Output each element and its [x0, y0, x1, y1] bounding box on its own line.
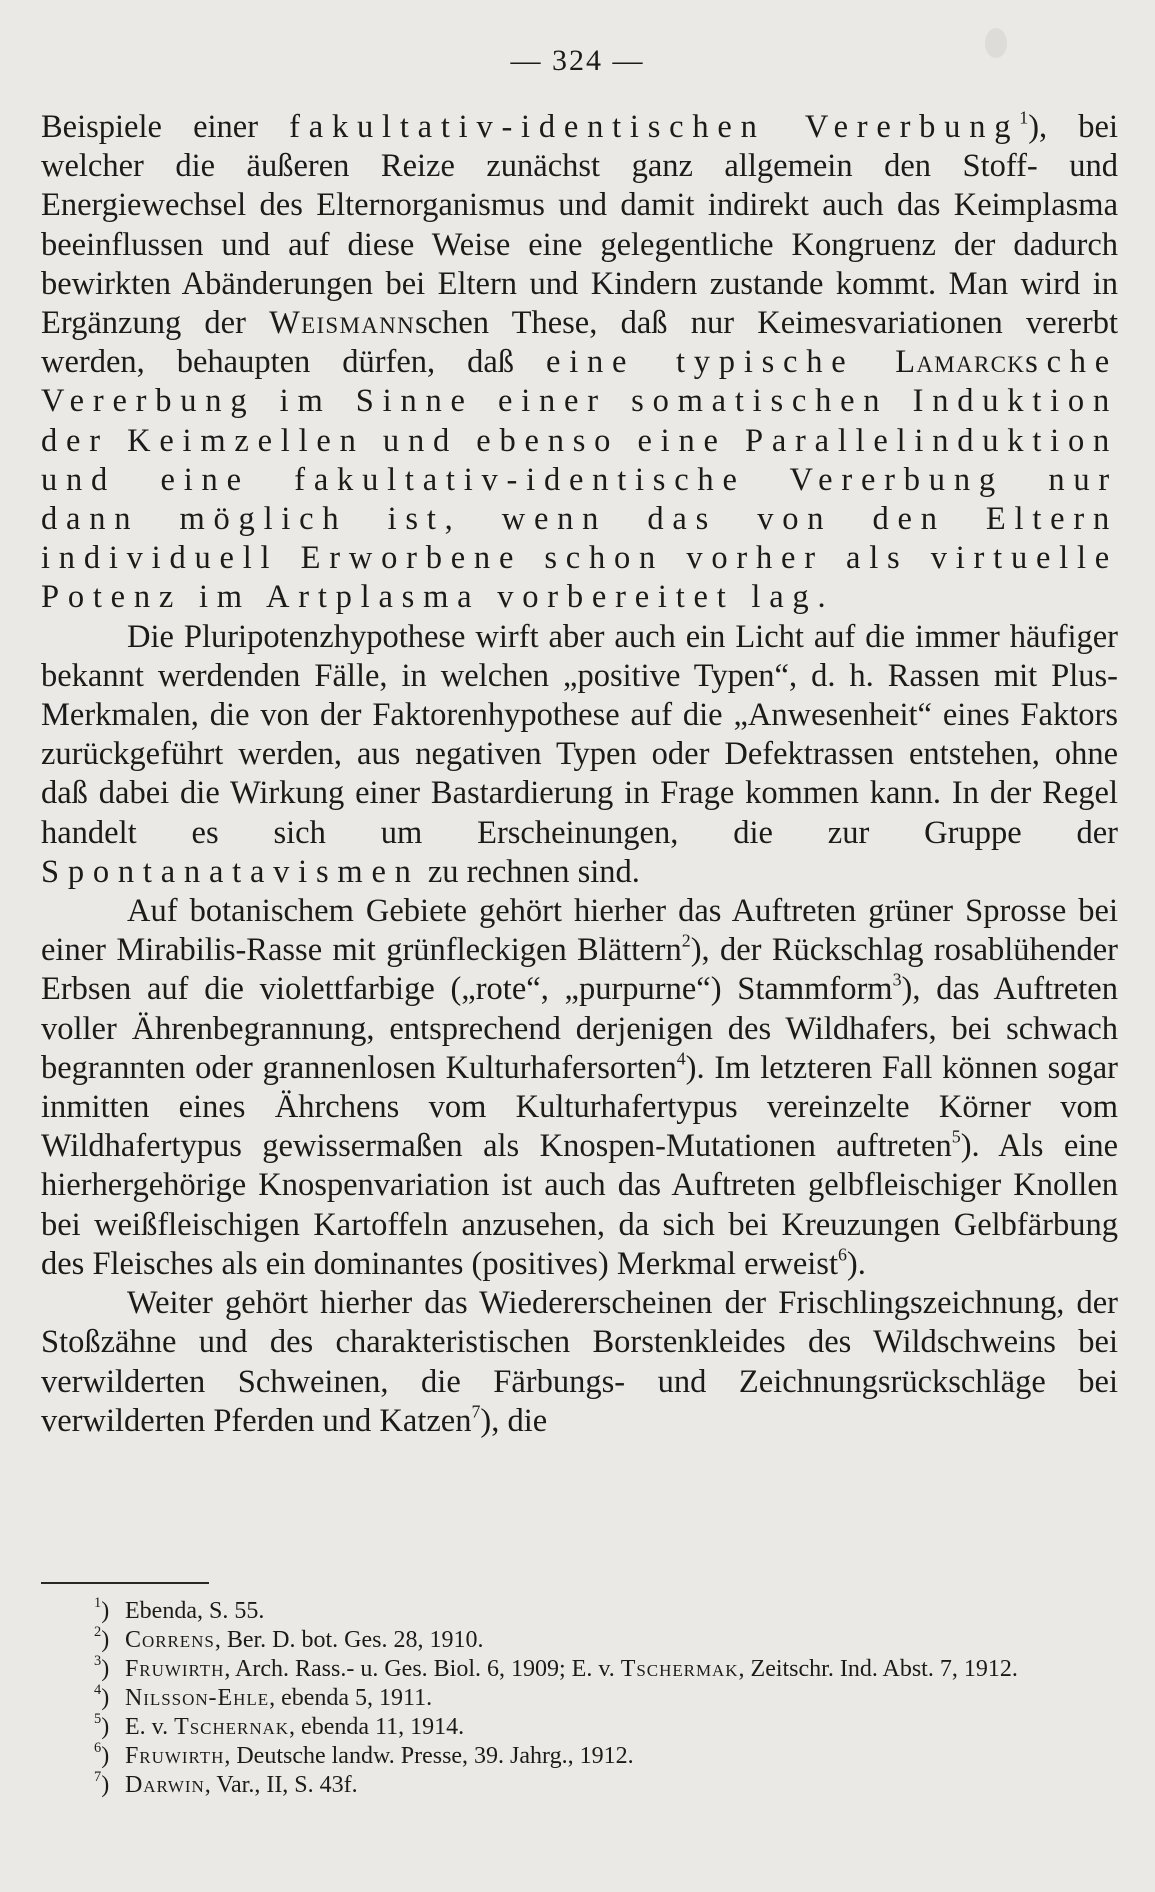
author-name: Fruwirth: [125, 1743, 225, 1769]
author-name: Nilsson-Ehle: [125, 1685, 270, 1711]
paragraph: [41, 618, 1118, 892]
author-name: Weismann: [269, 305, 415, 342]
text-run: Beispiele einer: [41, 109, 290, 145]
footnote-number: $^3$): [94, 1653, 110, 1682]
text-run: , Arch. Rass.- u. Ges. Biol. 6, 1909; E. v.: [224, 1656, 621, 1682]
text-run: ). Im letzteren Fall können sogar inmitten eines Ährchens vom Kulturhafertypus vereinzelte Körner vom Wildhafertypus gewissermaßen als Knospen-Mutationen auftreten: [41, 1049, 1118, 1165]
paragraph: [41, 108, 1118, 618]
page-number: — 324 —: [510, 44, 645, 77]
footnote: [41, 1742, 1118, 1771]
footnote-ref: 4: [676, 1048, 686, 1069]
text-run: ), die: [480, 1402, 548, 1439]
text-run: zu rechnen sind.: [419, 853, 640, 890]
text-run: ). Als eine hierhergehörige Knospenvariation ist auch das Auftreten gelbfleischiger Knollen bei weißfleischigen Kartoffeln anzusehen, da sich bei Kreuzungen Gelbfärbung des Fleisches als ein dominantes (positives) Merkmal erweist: [41, 1128, 1118, 1282]
main-text: [41, 108, 1118, 1441]
text-run: Ebenda, S. 55.: [125, 1598, 265, 1624]
text-run: Weiter gehört hierher das Wiedererscheinen der Frischlingszeichnung, der Stoßzähne und des charakteristischen Borstenkleides des Wildschweins bei verwilderten Schweinen, die Färbungs- und Zeichnungsrückschläge bei verwilderten Pferden und Katzen: [41, 1285, 1118, 1439]
text-run: ), bei welcher die äußeren Reize zunächst ganz allgemein den Stoff- und Energiewechsel des Elternorganismus und damit indirekt auch das Keimplasma beeinflussen und auf diese Weise eine gelegentliche Kongruenz der dadurch bewirkten Abänderungen bei Eltern und Kindern zustande kommt. Man wird in Ergänzung der: [41, 109, 1118, 342]
text-run: schen These, daß nur Keimesvariationen vererbt werden, behaupten dürfen, daß: [41, 305, 1118, 381]
text-run: ), das Auftreten voller Ährenbegrannung, entsprechend derjenigen des Wildhafers, bei schwach begrannten oder grannenlosen Kulturhafersorten: [41, 971, 1118, 1086]
footnotes: [41, 1597, 1118, 1800]
footnote-number: $^4$): [94, 1682, 110, 1711]
text-run: , ebenda 11, 1914.: [289, 1714, 465, 1740]
spaced-emphasis: Spontanatavismen: [41, 853, 420, 890]
footnote-ref: 3: [892, 970, 902, 991]
footnote-ref: 5: [951, 1126, 961, 1147]
author-name: Darwin: [125, 1772, 205, 1798]
footnote-number: $^6$): [94, 1740, 110, 1769]
text-run: Die Pluripotenzhypothese wirft aber auch ein Licht auf die immer häufiger bekannt werdenden Fälle, in welchen „positive Typen“, d. h. Rassen mit Plus-Merkmalen, die von der Faktorenhypothese auf die „Anwesenheit“ eines Faktors zurückgeführt werden, aus negativen Typen oder Defektrassen entstehen, ohne daß dabei die Wirkung einer Bastardierung in Frage kommen kann. In der Regel handelt es sich um Erscheinungen, die zur Gruppe der: [41, 618, 1118, 851]
footnote: [41, 1771, 1118, 1800]
text-run: , ebenda 5, 1911.: [269, 1685, 433, 1711]
text-run: ).: [846, 1245, 866, 1282]
footnote: [41, 1655, 1118, 1684]
text-run: , Deutsche landw. Presse, 39. Jahrg., 1912.: [224, 1743, 634, 1769]
text-run: Auf botanischem Gebiete gehört hierher das Auftreten grüner Sprosse bei einer Mirabilis-Rasse mit grünfleckigen Blättern: [41, 893, 1118, 969]
author-name: Correns: [125, 1627, 215, 1653]
text-run: , Var., II, S. 43f.: [204, 1772, 358, 1798]
spaced-emphasis: eine typische: [546, 344, 896, 381]
spaced-emphasis: sche Vererbung im Sinne einer somatischen Induktion der Keimzellen und ebenso eine Parallelinduktion und eine fakultativ-identische Vererbung nur dann möglich ist, wenn das von den Eltern individuell Erworbene schon vorher als virtuelle Potenz im Artplasma vorbereitet lag.: [41, 344, 1118, 616]
author-name: Lamarck: [895, 344, 1026, 381]
footnote-number: $^2$): [94, 1624, 110, 1653]
footnote: [41, 1597, 1118, 1626]
footnote-number: $^7$): [94, 1769, 110, 1798]
text-run: , Ber. D. bot. Ges. 28, 1910.: [214, 1627, 484, 1653]
author-name: Tschernak: [174, 1714, 290, 1740]
text-run: E. v.: [125, 1714, 175, 1740]
footnote-ref: 1: [1019, 107, 1029, 128]
author-name: Tschermak: [620, 1656, 739, 1682]
footnote-separator: [41, 1582, 209, 1584]
footnote: [41, 1626, 1118, 1655]
footnote-ref: 2: [681, 930, 691, 951]
footnote: [41, 1684, 1118, 1713]
footnote-ref: 6: [837, 1244, 847, 1265]
spaced-emphasis: fakultativ-identischen Vererbung: [289, 109, 1020, 145]
paragraph: [41, 1284, 1118, 1441]
footnote-ref: 7: [471, 1401, 481, 1422]
footnote: [41, 1713, 1118, 1742]
text-run: , Zeitschr. Ind. Abst. 7, 1912.: [738, 1656, 1018, 1682]
author-name: Fruwirth: [125, 1656, 225, 1682]
text-run: ), der Rückschlag rosablühender Erbsen auf die violettfarbige („rote“, „purpurne“) Stammform: [41, 932, 1118, 1008]
paragraph: [41, 892, 1118, 1284]
footnote-number: $^5$): [94, 1711, 110, 1740]
footnote-number: $^1$): [94, 1595, 110, 1624]
